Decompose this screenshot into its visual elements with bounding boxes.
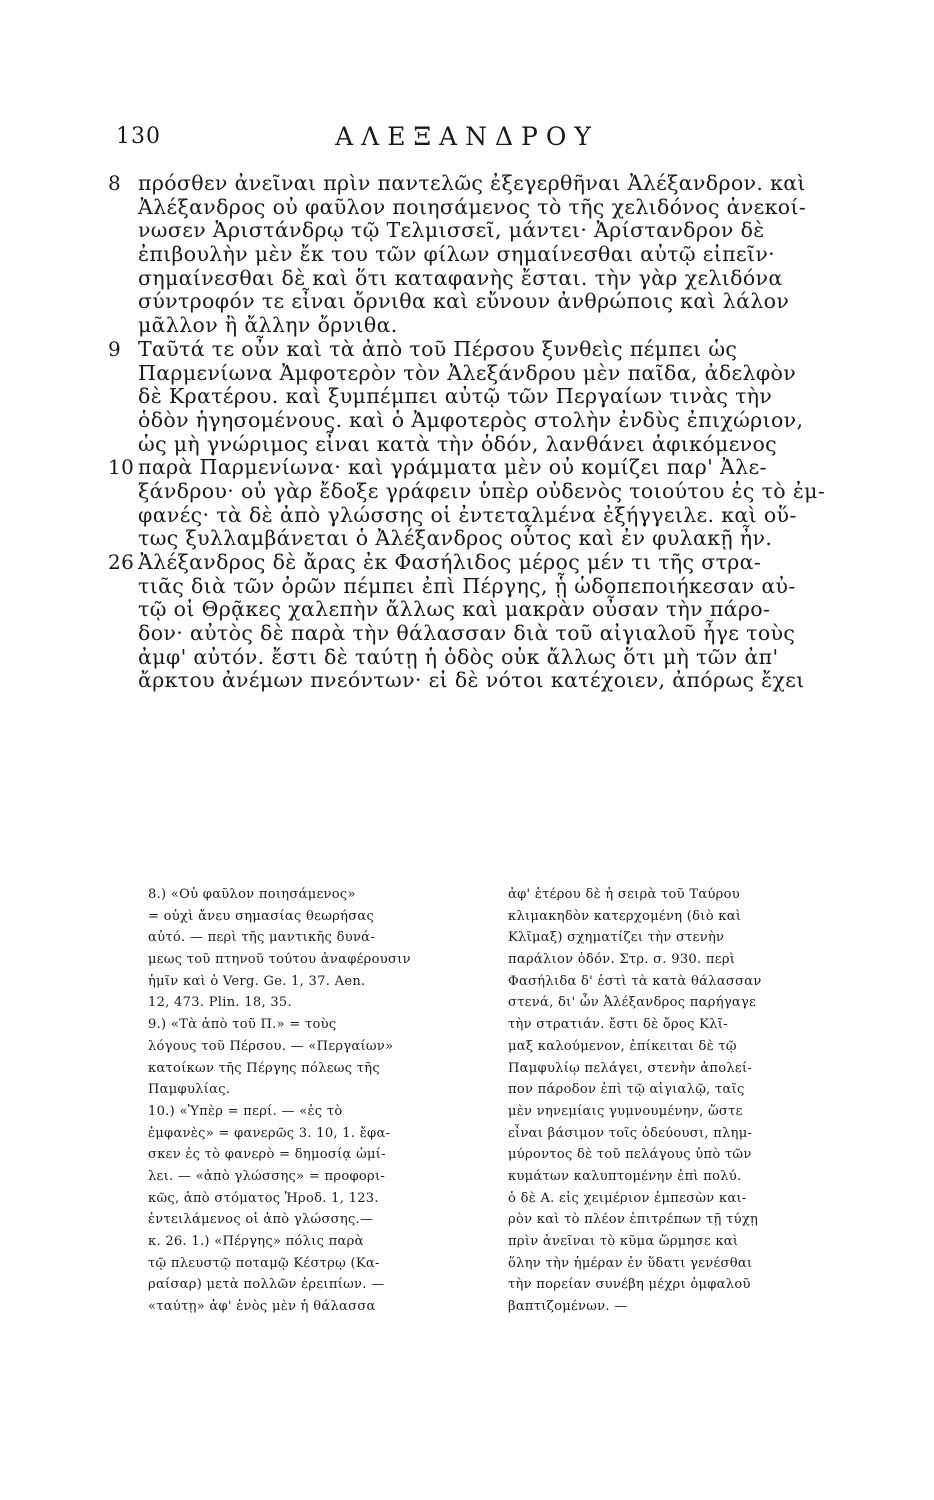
footnote-line: ρὸν καὶ τὸ πλέον ἐπιτρέπων τῇ τύχῃ bbox=[508, 1212, 759, 1228]
line-text: Παρμενίωνα Ἀμφοτερὸν τὸν Ἀλεξάνδρου μὲν παῖδα, ἀδελφὸν bbox=[138, 360, 797, 385]
footnote-line: ραίσαρ) μετὰ πολλῶν ἐρειπίων. — bbox=[148, 1277, 385, 1293]
footnote-line: πρὶν ἀνεῖναι τὸ κῦμα ὥρμησε καὶ bbox=[508, 1234, 739, 1249]
footnote-line: ἐμφανὲς» = φανερῶς 3. 10, 1. ἔφα- bbox=[148, 1125, 391, 1141]
footnote-line: λει. — «ἀπὸ γλώσσης» = προφορι- bbox=[148, 1168, 386, 1184]
footnote-line: αὐτό. — περὶ τῆς μαντικῆς δυνά- bbox=[148, 930, 375, 946]
text-line bbox=[108, 551, 834, 575]
footnote-line: 10.) «Ὑπὲρ = περί. — «ἐς τὸ bbox=[148, 1103, 343, 1119]
running-title: ΑΛΕΞΑΝΔΡΟΥ bbox=[335, 122, 599, 151]
text-line bbox=[108, 456, 834, 480]
text-line bbox=[108, 669, 834, 693]
footnote-line: τῷ πλευστῷ ποταμῷ Κέστρῳ (Κα- bbox=[148, 1255, 380, 1271]
footnote-line: Παμφυλίας. bbox=[148, 1082, 231, 1098]
section-number: 10 bbox=[108, 455, 135, 480]
text-line bbox=[108, 243, 834, 267]
text-line bbox=[108, 504, 834, 528]
line-text: σύντροφόν τε εἶναι ὄρνιθα καὶ εὔνουν ἀνθρώποις καὶ λάλον bbox=[138, 289, 790, 314]
footnote-line: βαπτιζομένων. — bbox=[508, 1299, 628, 1315]
footnote-line: ἀφ' ἑτέρου δὲ ἡ σειρὰ τοῦ Ταύρου bbox=[508, 887, 740, 902]
text-line bbox=[108, 622, 834, 646]
section-number: 26 bbox=[108, 550, 135, 574]
footnote-line: ἐντειλάμενος οἱ ἀπὸ γλώσσης.— bbox=[148, 1212, 374, 1228]
line-text: Ταῦτά τε οὖν καὶ τὰ ἀπὸ τοῦ Πέρσου ξυνθεὶς πέμπει ὡς bbox=[138, 336, 738, 361]
footnote-line: 9.) «Τὰ ἀπὸ τοῦ Π.» = τοὺς bbox=[148, 1017, 337, 1033]
line-text: σημαίνεσθαι δὲ καὶ ὅτι καταφανὴς ἔσται. τὴν γὰρ χελιδόνα bbox=[138, 265, 783, 290]
footnote-line: μὲν νηνεμίαις γυμνουμένην, ὥστε bbox=[508, 1103, 743, 1119]
line-text: τως ξυλλαμβάνεται ὁ Ἀλέξανδρος οὗτος καὶ ἐν φυλακῇ ἦν. bbox=[138, 526, 773, 551]
line-text: ξάνδρου· οὐ γὰρ ἔδοξε γράφειν ὑπὲρ οὐδενὸς τοιούτου ἐς τὸ ἐμ- bbox=[138, 478, 826, 503]
footnote-line: ἡμῖν καὶ ὁ Verg. Ge. 1, 37. Aen. bbox=[148, 973, 366, 989]
footnote-line: μαξ καλούμενον, ἐπίκειται δὲ τῷ bbox=[508, 1038, 737, 1054]
footnote-line: λόγους τοῦ Πέρσου. — «Περγαίων» bbox=[148, 1038, 394, 1054]
footnote-line: «ταύτῃ» ἀφ' ἑνὸς μὲν ἡ θάλασσα bbox=[148, 1299, 376, 1315]
footnote-line: εἶναι βάσιμον τοῖς ὁδεύουσι, πλημ- bbox=[508, 1125, 753, 1141]
footnote-line: ὅλην τὴν ἡμέραν ἐν ὕδατι γενέσθαι bbox=[508, 1255, 753, 1271]
line-text: πρόσθεν ἀνεῖναι πρὶν παντελῶς ἐξεγερθῆναι Ἀλέξανδρον. καὶ bbox=[138, 171, 806, 195]
text-line bbox=[108, 219, 834, 243]
line-text: μᾶλλον ἢ ἄλλην ὄρνιθα. bbox=[138, 313, 398, 338]
footnote-line: κλιμακηδὸν κατερχομένη (διὸ καὶ bbox=[508, 908, 742, 924]
section-number: 8 bbox=[108, 171, 122, 195]
line-text: Ἀλέξανδρος οὐ φαῦλον ποιησάμενος τὸ τῆς χελιδόνος ἀνεκοί- bbox=[138, 194, 807, 219]
footnote-line: 8.) «Οὐ φαῦλον ποιησάμενος» bbox=[148, 887, 356, 902]
footnote-line: στενά, δι' ὧν Ἀλέξανδρος παρήγαγε bbox=[508, 995, 757, 1011]
main-text bbox=[108, 172, 834, 693]
footnote-line: κυμάτων καλυπτομένην ἐπὶ πολύ. bbox=[508, 1168, 742, 1184]
footnote-line: ὁ δὲ Α. εἰς χειμέριον ἐμπεσὼν και- bbox=[508, 1190, 747, 1206]
line-text: δὲ Κρατέρου. καὶ ξυμπέμπει αὐτῷ τῶν Περγαίων τινὰς τὴν bbox=[138, 384, 773, 409]
line-text: παρὰ Παρμενίωνα· καὶ γράμματα μὲν οὐ κομίζει παρ' Ἀλε- bbox=[138, 455, 767, 480]
text-line bbox=[108, 338, 834, 362]
text-line bbox=[108, 480, 834, 504]
footnotes-left-column bbox=[148, 884, 456, 1318]
text-line bbox=[108, 385, 834, 409]
footnote-line: κῶς, ἀπὸ στόματος Ἡροδ. 1, 123. bbox=[148, 1190, 379, 1206]
footnote-line: πον πάροδον ἐπὶ τῷ αἰγιαλῷ, ταῖς bbox=[508, 1082, 745, 1098]
text-line bbox=[108, 362, 834, 386]
text-line bbox=[108, 409, 834, 433]
footnote-line: κατοίκων τῆς Πέργης πόλεως τῆς bbox=[148, 1060, 380, 1076]
text-line bbox=[108, 527, 834, 551]
text-line bbox=[108, 267, 834, 291]
text-line bbox=[108, 575, 834, 599]
footnotes-right-column bbox=[508, 884, 816, 1318]
line-text: ὡς μὴ γνώριμος εἶναι κατὰ τὴν ὁδόν, λανθάνει ἀφικόμενος bbox=[138, 431, 778, 456]
footnote-line: = οὐχὶ ἄνευ σημασίας θεωρήσας bbox=[148, 908, 375, 924]
footnote-line: τὴν πορείαν συνέβη μέχρι ὀμφαλοῦ bbox=[508, 1277, 751, 1293]
line-text: τῷ οἱ Θρᾷκες χαλεπὴν ἄλλως καὶ μακρὰν οὖσαν τὴν πάρο- bbox=[138, 597, 771, 622]
footnote-line: μεως τοῦ πτηνοῦ τούτου ἀναφέρουσιν bbox=[148, 952, 411, 968]
text-line bbox=[108, 646, 834, 670]
footnote-line: μύροντος δὲ τοῦ πελάγους ὑπὸ τῶν bbox=[508, 1147, 752, 1163]
line-text: ἀμφ' αὐτόν. ἔστι δὲ ταύτῃ ἡ ὁδὸς οὐκ ἄλλως ὅτι μὴ τῶν ἀπ' bbox=[138, 644, 779, 669]
footnote-line: Φασήλιδα δ' ἐστὶ τὰ κατὰ θάλασσαν bbox=[508, 973, 762, 989]
text-line bbox=[108, 314, 834, 338]
footnote-line: τὴν στρατιάν. ἔστι δὲ ὄρος Κλῖ- bbox=[508, 1017, 728, 1033]
text-line bbox=[108, 433, 834, 457]
footnote-line: σκεν ἐς τὸ φανερὸ = δημοσίᾳ ὡμί- bbox=[148, 1147, 386, 1163]
footnote-line: Παμφυλίῳ πελάγει, στενὴν ἀπολεί- bbox=[508, 1060, 753, 1076]
line-text: νωσεν Ἀριστάνδρῳ τῷ Τελμισσεῖ, μάντει· Ἀρίστανδρον δὲ bbox=[138, 218, 765, 243]
line-text: φανές· τὰ δὲ ἀπὸ γλώσσης οἱ ἐντεταλμένα ἐξήγγειλε. καὶ οὕ- bbox=[138, 502, 797, 527]
footnote-line: κ. 26. 1.) «Πέργης» πόλις παρὰ bbox=[148, 1234, 364, 1249]
page-number: 130 bbox=[116, 124, 161, 149]
text-line bbox=[108, 290, 834, 314]
line-text: δον· αὐτὸς δὲ παρὰ τὴν θάλασσαν διὰ τοῦ αἰγιαλοῦ ἦγε τοὺς bbox=[138, 621, 796, 646]
footnote-line: παράλιον ὁδόν. Στρ. σ. 930. περὶ bbox=[508, 952, 736, 968]
text-line bbox=[108, 172, 834, 196]
line-text: ὁδὸν ἡγησομένους. καὶ ὁ Ἀμφοτερὸς στολὴν ἐνδὺς ἐπιχώριον, bbox=[138, 407, 804, 432]
line-text: ἄρκτου ἀνέμων πνεόντων· εἰ δὲ νότοι κατέχοιεν, ἀπόρως ἔχει bbox=[138, 668, 805, 693]
line-text: ἐπιβουλὴν μὲν ἔκ του τῶν φίλων σημαίνεσθαι αὐτῷ εἰπεῖν· bbox=[138, 242, 776, 267]
line-text: τιᾶς διὰ τῶν ὀρῶν πέμπει ἐπὶ Πέργης, ᾗ ὡδοπεποιήκεσαν αὐ- bbox=[138, 573, 796, 598]
section-number: 9 bbox=[108, 336, 122, 361]
footnote-line: Κλῖμαξ) σχηματίζει τὴν στενὴν bbox=[508, 930, 725, 946]
footnote-line: 12, 473. Plin. 18, 35. bbox=[148, 995, 292, 1011]
text-line bbox=[108, 196, 834, 220]
line-text: Ἀλέξανδρος δὲ ἄρας ἐκ Φασήλιδος μέρος μέν τι τῆς στρα- bbox=[138, 550, 762, 574]
text-line bbox=[108, 598, 834, 622]
